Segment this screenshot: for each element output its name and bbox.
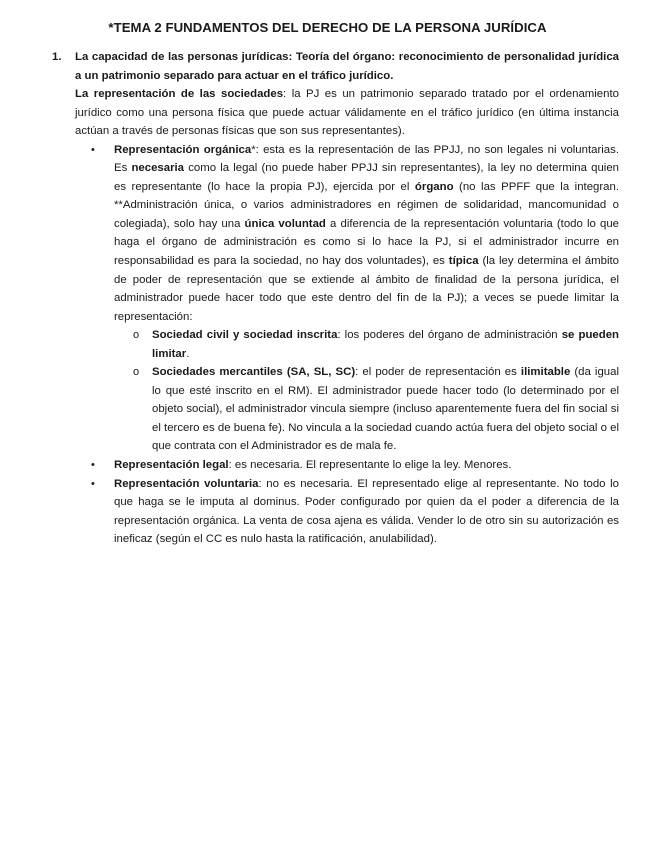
section-heading (75, 48, 619, 85)
bullet-icon: • (91, 459, 95, 472)
list-item-legal (75, 456, 619, 475)
section-number: 1. (52, 51, 62, 63)
bullet-icon: • (91, 143, 95, 156)
organica-bold-unica: única voluntad (244, 217, 326, 230)
voluntaria-label: Representación voluntaria (114, 477, 259, 490)
organica-bold-necesaria: necesaria (131, 162, 185, 175)
organica-text-4: a diferencia de la representación voluntaria (todo lo que haga el órgano de administración es como si lo hace la PJ, si el administrador incurre en responsabilidad es para la sociedad, no hay dos voluntades), es (114, 217, 619, 268)
list-item-sociedad-civil (114, 326, 619, 363)
sub1-text-2: . (186, 347, 190, 360)
list-item-voluntaria (75, 475, 619, 549)
bullet-icon: • (91, 477, 95, 490)
intro-paragraph (75, 85, 619, 141)
organica-text-2: como la legal (no puede haber PPJJ sin representantes), la ley no determina quien es representante (lo hace la propia PJ), ejercida por el (114, 162, 619, 193)
legal-label: Representación legal (114, 459, 229, 472)
limitation-list (114, 326, 619, 456)
intro-label: La representación de las sociedades (75, 88, 284, 101)
sub-bullet-icon: o (133, 329, 140, 342)
organica-bold-tipica: típica (448, 255, 479, 268)
organica-text-3: (no las PPFF que la integran. **Administración única, o varios administradores en régimen de solidaridad, mancomunidad o colegiada), solo hay una (114, 180, 620, 230)
sub1-label: Sociedad civil y sociedad inscrita (152, 329, 338, 342)
organica-label: Representación orgánica (114, 143, 252, 156)
sub1-bold-limitar: se pueden limitar (152, 329, 619, 360)
sub-bullet-icon: o (133, 366, 140, 379)
legal-text: : es necesaria. El representante lo elige la ley. Menores. (228, 459, 512, 472)
organica-text-5: (la ley determina el ámbito de poder de representación que se extiende al ámbito de finalidad de la persona jurídica, el administrador puede hacer todo que este dentro del fin de la PJ); a veces se puede limitar la representación: (114, 255, 619, 323)
sub1-text-1: : los poderes del órgano de administración (337, 329, 562, 342)
section-body (75, 48, 619, 549)
organica-bold-organo: órgano (414, 180, 454, 193)
sub2-bold-ilimitable: ilimitable (520, 366, 571, 379)
list-item-sociedades-mercantiles (114, 363, 619, 456)
sub2-text-2: (da igual lo que esté inscrito en el RM). El administrador puede hacer todo (lo determinado por el objeto social), el administrador vincula siempre (incluso aparentemente fuera del fin social si el tercero es de buena fe). No vincula a la sociedad cuando actúa fuera del objeto social o el que contrata con el Administrador es de mala fe. (152, 366, 619, 453)
list-item-organica (75, 141, 619, 456)
sub2-label: Sociedades mercantiles (SA, SL, SC) (152, 366, 356, 379)
section-heading-text: La capacidad de las personas jurídicas: Teoría del órgano: reconocimiento de personalidad jurídica a un patrimonio separado para actuar en el tráfico jurídico. (75, 51, 619, 82)
intro-text: : la PJ es un patrimonio separado tratado por el ordenamiento jurídico como una persona física que puede actuar válidamente en el tráfico jurídico (en última instancia actúan a través de personas físicas que son sus representantes). (75, 88, 619, 138)
page-title: *TEMA 2 FUNDAMENTOS DEL DERECHO DE LA PERSONA JURÍDICA (108, 20, 547, 35)
organica-text-1: *: esta es la representación de las PPJJ, no son legales ni voluntarias. Es (114, 143, 619, 175)
representation-list (75, 141, 619, 549)
sub2-text-1: : el poder de representación es (355, 366, 521, 379)
voluntaria-text: : no es necesaria. El representado elige al representante. No todo lo que haga se le imputa al dominus. Poder configurado por quien da el poder a diferencia de la representación orgánica. La venta de cosa ajena es válida. Vender lo de otro sin su autorización es ineficaz (según el CC es nulo hasta la ratificación, anulabilidad). (114, 477, 619, 546)
